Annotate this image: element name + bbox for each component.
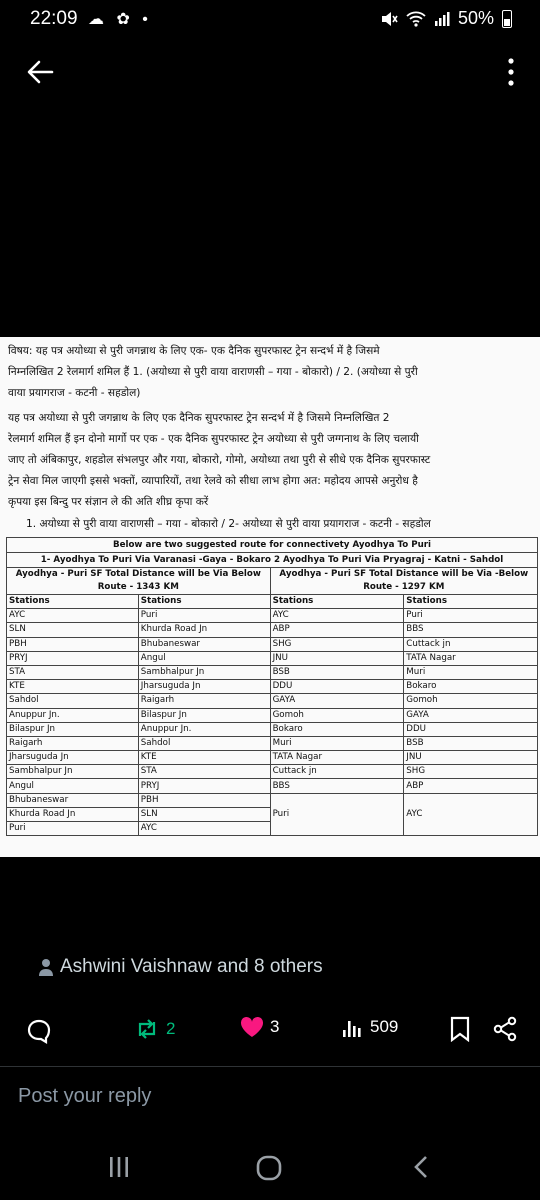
table-cell: BBS (270, 779, 404, 793)
doc-line: कृपया इस बिन्दु पर संज्ञान ले की अति शीघ्र कृपा करें (8, 496, 209, 508)
table-cell: DDU (270, 680, 404, 694)
signal-icon (434, 11, 450, 27)
more-options-button[interactable] (504, 55, 518, 91)
table-cell: BSB (404, 736, 538, 750)
table-row (7, 751, 538, 765)
table-cell: Bilaspur Jn (7, 722, 139, 736)
table-row (7, 623, 538, 637)
back-nav-icon[interactable] (408, 1154, 434, 1180)
divider (0, 1066, 540, 1067)
like-count: 3 (270, 1017, 280, 1036)
table-row (7, 708, 538, 722)
battery-percent: 50% (457, 8, 494, 28)
doc-line: जाए तो अंबिकापुर, शहडोल संभलपुर और गया, बोकारो, गोमो, अयोध्या तथा पुरी से सीधे एक दैनिक सुपरफास्ट (8, 454, 431, 466)
table-cell: AYC (138, 822, 270, 836)
attached-document-image[interactable] (0, 337, 540, 857)
share-button[interactable] (492, 1016, 518, 1042)
bookmark-icon (450, 1016, 470, 1042)
table-cell: Cuttack jn (404, 637, 538, 651)
system-nav-bar (0, 1140, 540, 1200)
table-cell: DDU (404, 722, 538, 736)
table-cell: Raigarh (7, 736, 139, 750)
route1-header: Ayodhya - Puri SF Total Distance will be Via Below Route - 1343 KM (7, 568, 271, 595)
reply-button[interactable] (26, 1018, 52, 1044)
table-cell: PRYJ (7, 651, 139, 665)
table-cell: TATA Nagar (404, 651, 538, 665)
table-cell: Anuppur Jn. (138, 722, 270, 736)
table-cell: STA (7, 665, 139, 679)
liked-by-text: Ashwini Vaishnaw and 8 others (60, 956, 323, 977)
bookmark-button[interactable] (450, 1016, 470, 1042)
table-cell: Gomoh (404, 694, 538, 708)
table-cell: Raigarh (138, 694, 270, 708)
table-cell: Muri (404, 665, 538, 679)
arrow-left-icon (22, 52, 62, 92)
post-actions (0, 1012, 540, 1048)
doc-line: निम्नलिखित 2 रेलमार्ग शमिल हैं 1. (अयोध्या से पुरी वाया वाराणसी – गया - बोकारो) / 2. (अयोध्या से पुरी (8, 366, 418, 378)
table-row (7, 665, 538, 679)
table-cell: SHG (404, 765, 538, 779)
table-cell: PRYJ (138, 779, 270, 793)
table-row (7, 609, 538, 623)
like-button[interactable] (240, 1016, 279, 1038)
table-cell: Puri (7, 822, 139, 836)
table-cell: Gomoh (270, 708, 404, 722)
person-icon (38, 958, 54, 976)
table-row (7, 722, 538, 736)
column-header: Stations (404, 595, 538, 609)
comment-icon (26, 1018, 52, 1044)
route2-header: Ayodhya - Puri SF Total Distance will be Via -Below Route - 1297 KM (270, 568, 537, 595)
table-row (7, 637, 538, 651)
table-cell: JNU (404, 751, 538, 765)
subject-paragraph (0, 337, 540, 404)
table-cell: AYC (7, 609, 139, 623)
table-cell: Khurda Road Jn (138, 623, 270, 637)
table-cell: PBH (138, 793, 270, 807)
table-cell: Angul (7, 779, 139, 793)
status-time: 22:09 (30, 8, 78, 29)
table-cell: SLN (7, 623, 139, 637)
table-cell: STA (138, 765, 270, 779)
table-cell: PBH (7, 637, 139, 651)
body-paragraph (0, 404, 540, 513)
table-cell: Muri (270, 736, 404, 750)
table-cell: Sahdol (7, 694, 139, 708)
wifi-icon (406, 11, 426, 27)
notification-icons: ☁ ✿ • (88, 11, 152, 28)
table-cell: KTE (7, 680, 139, 694)
table-row (7, 779, 538, 793)
heart-icon (240, 1016, 264, 1038)
table-cell: SHG (270, 637, 404, 651)
table-cell: Angul (138, 651, 270, 665)
table-cell: Puri (404, 609, 538, 623)
column-header: Stations (138, 595, 270, 609)
doc-line: ट्रेन सेवा मिल जाएगी इससे भक्तों, व्यापारियों, तथा रेलवे को सीधा लाभ होगा अत: महोदय आपसे अनुरोध है (8, 475, 418, 487)
system-icons (380, 8, 512, 29)
table-cell: ABP (404, 779, 538, 793)
table-row (7, 765, 538, 779)
table-cell: JNU (270, 651, 404, 665)
table-cell: Puri (270, 793, 404, 836)
table-row (7, 793, 538, 807)
table-cell: Puri (138, 609, 270, 623)
column-header: Stations (7, 595, 139, 609)
table-cell: Khurda Road Jn (7, 807, 139, 821)
table-row (7, 736, 538, 750)
table-cell: AYC (270, 609, 404, 623)
table-cell: Anuppur Jn. (7, 708, 139, 722)
repost-icon (134, 1016, 160, 1042)
battery-icon (502, 10, 512, 28)
views-icon (342, 1016, 364, 1038)
table-cell: Bokaro (270, 722, 404, 736)
repost-count: 2 (166, 1019, 176, 1038)
table-row (7, 680, 538, 694)
recent-apps-icon[interactable] (106, 1154, 132, 1180)
table-cell: Jharsuguda Jn (7, 751, 139, 765)
more-vertical-icon (504, 55, 518, 91)
back-button[interactable] (22, 52, 62, 92)
table-cell: BSB (270, 665, 404, 679)
table-cell: Bhubaneswar (138, 637, 270, 651)
status-bar (0, 0, 540, 40)
table-cell: Bokaro (404, 680, 538, 694)
table-cell: GAYA (404, 708, 538, 722)
table-cell: Jharsuguda Jn (138, 680, 270, 694)
route-list: 1. अयोध्या से पुरी वाया वाराणसी – गया - बोकारो / 2- अयोध्या से पुरी वाया प्रयागराज - कटनी - सहडोल (26, 518, 431, 530)
table-cell: ABP (270, 623, 404, 637)
liked-by[interactable] (38, 956, 323, 978)
doc-line: यह पत्र अयोध्या से पुरी जगन्नाथ के लिए एक दैनिक सुपरफास्ट ट्रेन सन्दर्भ में है जिसमे निम्नलिखित 2 (8, 412, 390, 424)
table-cell: GAYA (270, 694, 404, 708)
table-cell: BBS (404, 623, 538, 637)
table-cell: KTE (138, 751, 270, 765)
table-cell: Bilaspur Jn (138, 708, 270, 722)
share-icon (492, 1016, 518, 1042)
table-cell: Sambhalpur Jn (7, 765, 139, 779)
doc-line: वाया प्रयागराज - कटनी - सहडोल) (8, 387, 141, 399)
doc-line: रेलमार्ग शमिल हैं इन दोनो मार्गो पर एक - एक दैनिक सुपरफास्ट ट्रेन अयोध्या से पुरी जग्गनाथ के लिए चलायी (8, 433, 419, 445)
home-icon[interactable] (255, 1154, 283, 1182)
column-header: Stations (270, 595, 404, 609)
table-subtitle: 1- Ayodhya To Puri Via Varanasi -Gaya - Bokaro 2 Ayodhya To Puri Via Pryagraj - Katni - Sahdol (7, 553, 538, 568)
view-count: 509 (370, 1017, 399, 1036)
table-cell: Sambhalpur Jn (138, 665, 270, 679)
table-cell: Cuttack jn (270, 765, 404, 779)
mute-icon (380, 11, 398, 27)
table-row (7, 694, 538, 708)
table-cell: TATA Nagar (270, 751, 404, 765)
reply-input[interactable]: Post your reply (18, 1085, 152, 1107)
table-cell: SLN (138, 807, 270, 821)
table-cell: AYC (404, 793, 538, 836)
repost-button[interactable] (134, 1016, 175, 1042)
table-title: Below are two suggested route for connectivety Ayodhya To Puri (7, 538, 538, 553)
views-button[interactable] (342, 1016, 398, 1038)
table-cell: Bhubaneswar (7, 793, 139, 807)
table-cell: Sahdol (138, 736, 270, 750)
route-table (6, 537, 538, 836)
doc-line: विषय: यह पत्र अयोध्या से पुरी जगन्नाथ के लिए एक- एक दैनिक सुपरफास्ट ट्रेन सन्दर्भ में है जिसमे (8, 345, 380, 357)
table-row (7, 651, 538, 665)
